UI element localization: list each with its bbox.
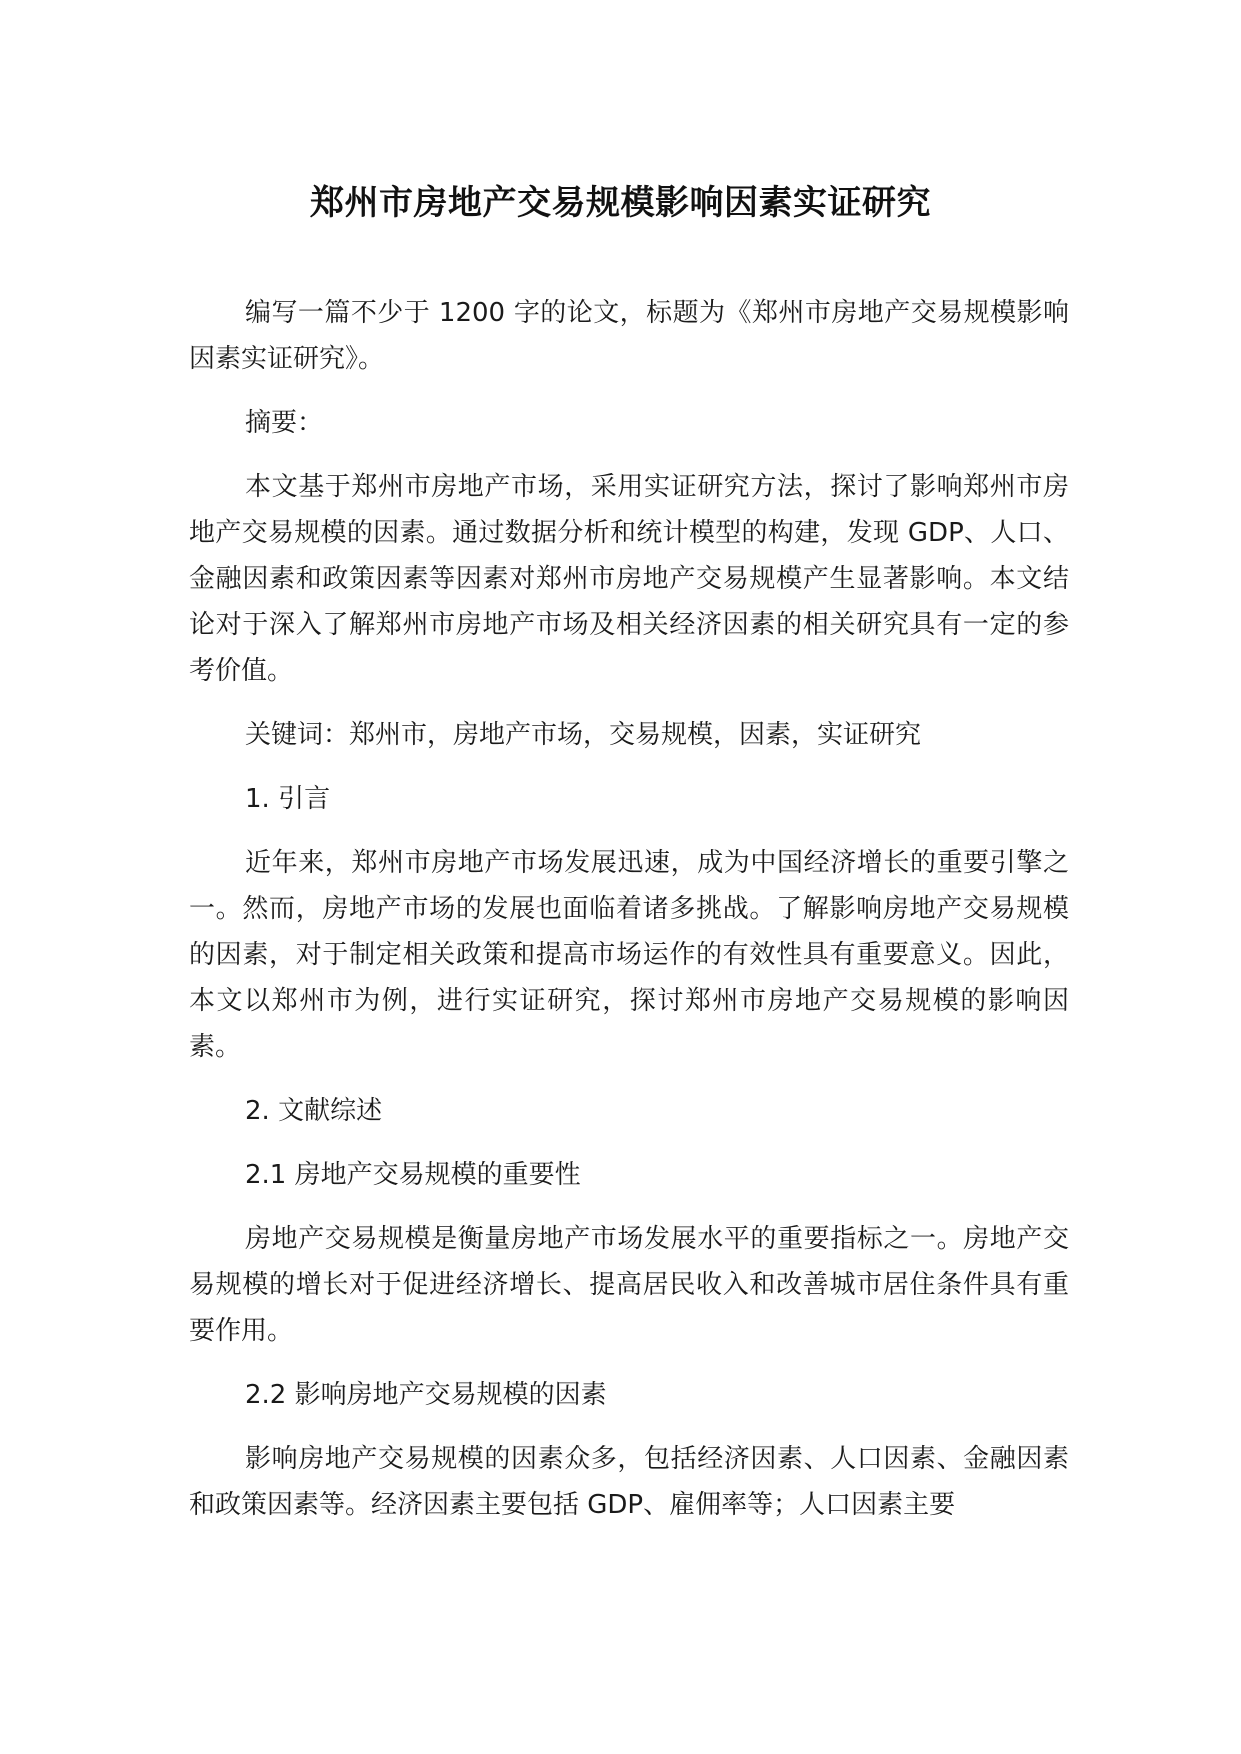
subsection-heading-importance: 2.1 房地产交易规模的重要性 <box>245 1160 581 1190</box>
document-body <box>189 290 1069 1528</box>
abstract-paragraph: 本文基于郑州市房地产市场，采用实证研究方法，探讨了影响郑州市房地产交易规模的因素。通过数据分析和统计模型的构建，发现 GDP、人口、金融因素和政策因素等因素对郑州市房地产交易规模产生显著影响。本文结论对于深入了解郑州市房地产市场及相关经济因素的相关研究具有一定的参考价值。 <box>189 472 1069 686</box>
subsection-heading-factors: 2.2 影响房地产交易规模的因素 <box>245 1380 607 1410</box>
keywords-paragraph: 关键词：郑州市，房地产市场，交易规模，因素，实证研究 <box>245 720 922 750</box>
introduction-paragraph: 近年来，郑州市房地产市场发展迅速，成为中国经济增长的重要引擎之一。然而，房地产市场的发展也面临着诸多挑战。了解影响房地产交易规模的因素，对于制定相关政策和提高市场运作的有效性具有重要意义。因此，本文以郑州市为例，进行实证研究，探讨郑州市房地产交易规模的影响因素。 <box>189 848 1069 1062</box>
importance-paragraph: 房地产交易规模是衡量房地产市场发展水平的重要指标之一。房地产交易规模的增长对于促进经济增长、提高居民收入和改善城市居住条件具有重要作用。 <box>189 1224 1069 1346</box>
factors-paragraph: 影响房地产交易规模的因素众多，包括经济因素、人口因素、金融因素和政策因素等。经济因素主要包括 GDP、雇佣率等；人口因素主要 <box>189 1444 1069 1520</box>
section-heading-introduction: 1. 引言 <box>245 784 331 814</box>
section-heading-literature-review: 2. 文献综述 <box>245 1096 383 1126</box>
intro-instruction-paragraph: 编写一篇不少于 1200 字的论文，标题为《郑州市房地产交易规模影响因素实证研究》。 <box>189 298 1069 374</box>
document-title: 郑州市房地产交易规模影响因素实证研究 <box>310 183 931 223</box>
abstract-label: 摘要： <box>245 408 324 438</box>
